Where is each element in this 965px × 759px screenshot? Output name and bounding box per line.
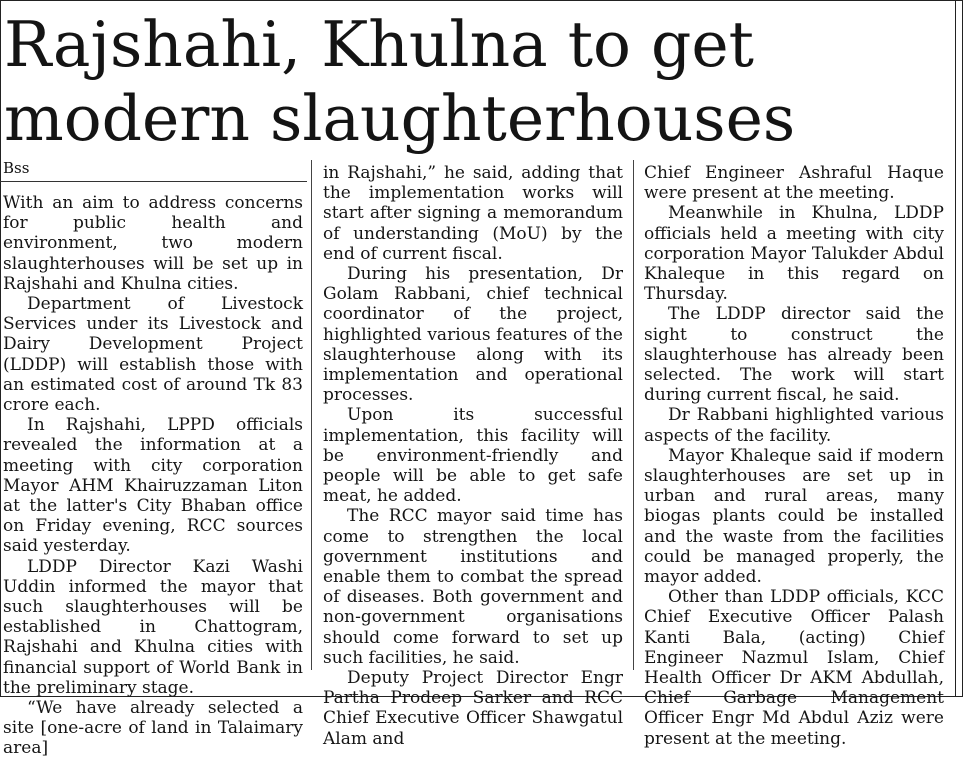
- headline: Rajshahi, Khulna to get modern slaughterhouses: [4, 8, 796, 155]
- paragraph: Dr Rabbani highlighted various aspects of the facility.: [644, 405, 944, 446]
- paragraph: Department of Livestock Services under its Livestock and Dairy Development Project (LDDP) will establish those with an estimated cost of around Tk 83 crore each.: [3, 294, 303, 416]
- paragraph: “We have already selected a site [one-acre of land in Talaimary area]: [3, 698, 303, 759]
- paragraph: Chief Engineer Ashraful Haque were present at the meeting.: [644, 163, 944, 204]
- paragraph: During his presentation, Dr Golam Rabbani, chief technical coordinator of the project, highlighted various features of the slaughterhouse along with its implementation and operational processes.: [323, 264, 623, 406]
- paragraph: Meanwhile in Khulna, LDDP officials held a meeting with city corporation Mayor Talukder Abdul Khaleque in this regard on Thursday.: [644, 203, 944, 305]
- paragraph: in Rajshahi,” he said, adding that the implementation works will start after signing a memorandum of understanding (MoU) by the end of current fiscal.: [323, 163, 623, 264]
- paragraph: LDDP Director Kazi Washi Uddin informed the mayor that such slaughterhouses will be established in Chattogram, Rajshahi and Khulna cities with financial support of World Bank in the preliminary stage.: [3, 556, 303, 698]
- paragraph: The LDDP director said the sight to construct the slaughterhouse has already been selected. The work will start during current fiscal, he said.: [644, 304, 944, 406]
- paragraph: Upon its successful implementation, this facility will be environment-friendly and people will be able to get safe meat, he added.: [323, 405, 623, 507]
- column-divider-1: [311, 160, 312, 670]
- column-3: [644, 163, 944, 749]
- paragraph: Mayor Khaleque said if modern slaughterhouses are set up in urban and rural areas, many biogas plants could be installed and the waste from the facilities could be managed properly, the mayor added.: [644, 445, 944, 588]
- byline: Bss: [3, 159, 30, 177]
- paragraph: Deputy Project Director Engr Partha Prodeep Sarker and RCC Chief Executive Officer Shawgatul Alam and: [323, 668, 623, 749]
- byline-divider: [0, 181, 307, 182]
- column-2: [323, 163, 623, 749]
- column-divider-2: [633, 160, 634, 670]
- paragraph: In Rajshahi, LPPD officials revealed the information at a meeting with city corporation Mayor AHM Khairuzzaman Liton at the latter's City Bhaban office on Friday evening, RCC sources said yesterday.: [3, 415, 303, 557]
- paragraph: With an aim to address concerns for public health and environment, two modern slaughterhouses will be set up in Rajshahi and Khulna cities.: [3, 193, 303, 294]
- paragraph: The RCC mayor said time has come to strengthen the local government institutions and enable them to combat the spread of diseases. Both government and non-government organisations should come forward to set up such facilities, he said.: [323, 506, 623, 668]
- paragraph: Other than LDDP officials, KCC Chief Executive Officer Palash Kanti Bala, (acting) Chief Engineer Nazmul Islam, Chief Health Officer Dr AKM Abdullah, Chief Garbage Management Officer Engr Md Abdul Aziz were present at the meeting.: [644, 587, 944, 749]
- column-1: [3, 193, 303, 759]
- right-border: [955, 0, 956, 697]
